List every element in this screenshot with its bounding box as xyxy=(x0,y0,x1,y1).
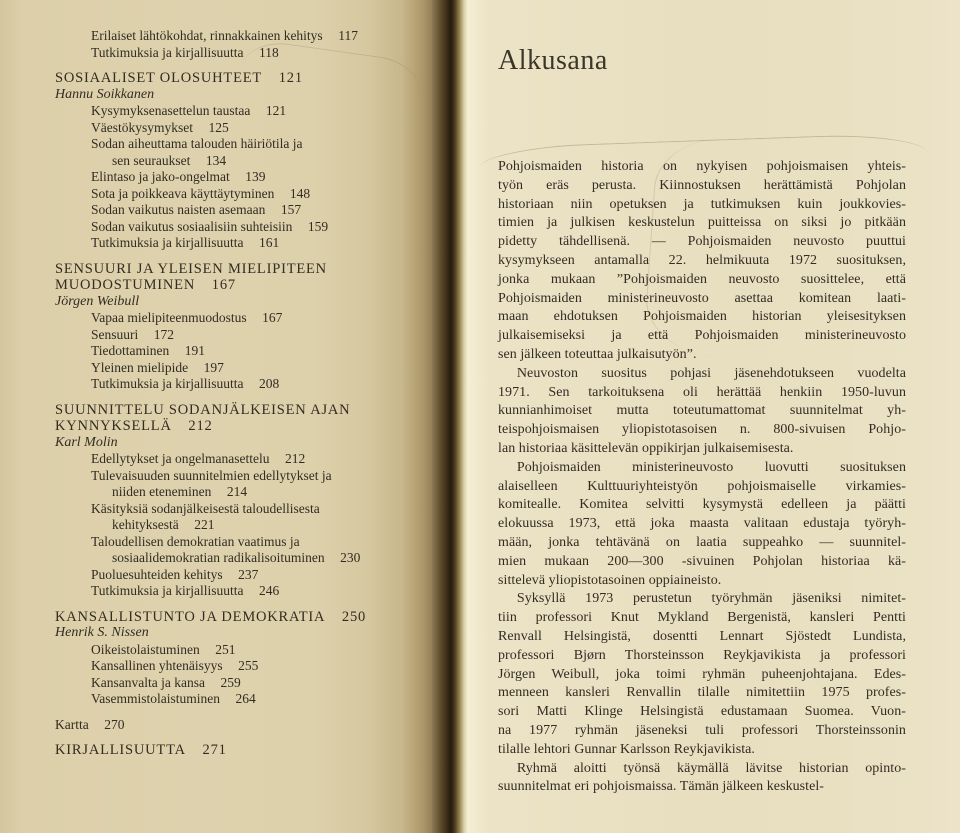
toc-entry xyxy=(55,609,432,626)
paragraph xyxy=(498,158,906,365)
toc-entry-text: Vapaa mielipiteenmuodostus xyxy=(91,310,247,325)
toc-entry xyxy=(91,202,432,219)
toc-entry-text: Kansallinen yhtenäisyys xyxy=(91,658,223,673)
toc-entry xyxy=(55,277,432,294)
toc-entry xyxy=(91,120,432,137)
toc-entry-text: Sensuuri xyxy=(91,326,139,342)
text-line: työn eräs perusta. Kiinnostuksen herättämistä Pohjolan xyxy=(498,177,906,193)
toc-list xyxy=(55,28,432,759)
toc-entry xyxy=(55,742,432,759)
toc-entry xyxy=(91,169,432,186)
toc-entry-text: SOSIAALISET OLOSUHTEET xyxy=(55,70,263,86)
toc-entry xyxy=(91,675,432,692)
toc-entry-text: Taloudellisen demokratian vaatimus ja xyxy=(91,533,300,549)
text-line: Pohjoismaiden ministerineuvosto luovutti suosituksen xyxy=(516,459,906,475)
text-line: mien mukaan 200—300 -sivuinen Pohjolan historiaa kä- xyxy=(498,553,906,569)
toc-entry xyxy=(91,45,432,62)
toc-entry-page-number: 121 xyxy=(278,70,303,86)
toc-entry-page-number: 255 xyxy=(238,658,259,673)
toc-entry xyxy=(112,550,432,567)
paragraph xyxy=(498,590,906,759)
toc-entry-text: Tutkimuksia ja kirjallisuutta xyxy=(91,235,244,250)
toc-entry-text: KYNNYKSELLÄ xyxy=(55,418,172,434)
paragraph xyxy=(498,459,906,591)
text-line: alaiselleen Kulttuuriyhteistyön pohjoismaiselle virkamies- xyxy=(498,478,906,494)
text-line: Pohjoismaiden ministerineuvosto asettaa komitean laati- xyxy=(498,290,906,306)
toc-entry xyxy=(91,360,432,377)
toc-entry-page-number: 259 xyxy=(220,674,241,690)
toc-entry xyxy=(91,567,432,584)
toc-entry-page-number: 118 xyxy=(259,44,279,60)
text-line: mään, jonka tehtävänä on laatia suppeahko — suunnitel- xyxy=(498,534,906,550)
text-line: Syksyllä 1973 perustetun työryhmän jäseniksi nimitet- xyxy=(516,591,906,607)
toc-entry xyxy=(91,186,432,203)
text-line: jonka mukaan ”Pohjoismaiden neuvosto suosittelee, että xyxy=(498,271,906,287)
text-line: lan historiaa käsittelevän oppikirjan julkaisemisesta. xyxy=(498,440,794,456)
text-line: sittelevä yliopistotasoinen oppiaineisto. xyxy=(498,572,722,588)
text-line: 1971. Sen tarkoituksena oli herättää henkiin 1950-luvun xyxy=(498,384,906,400)
toc-entry xyxy=(55,418,432,435)
toc-entry-page-number: 208 xyxy=(259,376,280,391)
toc-entry-page-number: 125 xyxy=(208,119,229,135)
toc-entry-text: Erilaiset lähtökohdat, rinnakkainen kehitys xyxy=(91,28,323,43)
toc-entry xyxy=(91,327,432,344)
toc-entry xyxy=(55,294,432,311)
toc-entry-page-number: 270 xyxy=(104,716,125,732)
text-line: Ryhmä aloitti työnsä käymällä lävitse historian opinto- xyxy=(516,760,906,776)
text-line: menneen kansleri Renvallin tilalle nimitettiin 1975 profes- xyxy=(498,685,906,701)
text-line: Jörgen Weibull, joka toimi ryhmän puheenjohtajana. Edes- xyxy=(498,666,906,682)
toc-entry-text: kehityksestä xyxy=(112,517,179,532)
foreword-body xyxy=(498,158,906,797)
toc-entry-page-number: 191 xyxy=(184,343,206,358)
toc-entry-page-number: 167 xyxy=(262,310,283,325)
toc-entry xyxy=(91,136,432,153)
toc-entry-page-number: 172 xyxy=(153,326,175,342)
toc-entry xyxy=(91,658,432,675)
text-line: elokuussa 1973, että joka maasta valitaan edustaja työryh- xyxy=(498,516,906,532)
text-line: Neuvoston suositus pohjasi jäsenehdotukseen vuodelta xyxy=(516,365,906,381)
toc-entry-text: Tulevaisuuden suunnitelmien edellytykset ja xyxy=(91,467,332,483)
toc-entry-page-number: 212 xyxy=(284,451,306,466)
toc-entry xyxy=(91,343,432,360)
paragraph xyxy=(498,760,906,798)
toc-entry-page-number: 221 xyxy=(194,517,215,532)
toc-entry-text: SUUNNITTELU SODANJÄLKEISEN AJAN xyxy=(55,401,351,418)
toc-entry xyxy=(91,28,432,45)
text-line: Pohjoismaiden historia on nykyisen pohjoismaisen yhteis- xyxy=(498,159,906,174)
toc-entry-page-number: 230 xyxy=(340,550,361,565)
text-line: komitealle. Komitea selvitti kysymystä edelleen ja päätti xyxy=(498,497,906,513)
text-line: professori Bjørn Thorsteinsson Reykjavikista ja professori xyxy=(498,647,906,663)
toc-entry xyxy=(112,517,432,534)
text-line: timien ja julkisen keskustelun puitteissa on siksi jo pitkään xyxy=(498,215,906,231)
toc-entry-page-number: 214 xyxy=(226,484,248,499)
text-line: teispohjoismaisen yliopistotasoisen n. 800-sivuisen Pohjo- xyxy=(498,422,906,438)
toc-entry-page-number: 139 xyxy=(245,169,266,184)
toc-entry xyxy=(91,501,432,518)
toc-entry-text: Käsityksiä sodanjälkeisestä taloudellisesta xyxy=(91,500,320,516)
toc-entry-page-number: 250 xyxy=(341,608,367,625)
paragraph xyxy=(498,365,906,459)
toc-entry-page-number: 161 xyxy=(259,235,280,250)
toc-entry-text: KIRJALLISUUTTA xyxy=(55,742,186,758)
toc-page xyxy=(0,0,432,833)
toc-entry xyxy=(91,451,432,468)
toc-entry-page-number: 159 xyxy=(307,218,329,234)
text-line: tiin professori Knut Mykland Bergenistä, kansleri Pentti xyxy=(498,610,906,626)
toc-entry-page-number: 134 xyxy=(205,152,227,168)
toc-entry-text: niiden eteneminen xyxy=(112,484,212,499)
toc-entry xyxy=(91,219,432,236)
toc-entry-text: Kartta xyxy=(55,716,89,732)
toc-entry xyxy=(112,484,432,501)
toc-entry-page-number: 237 xyxy=(238,566,259,582)
toc-entry-page-number: 251 xyxy=(215,641,236,657)
text-line: suunnitelmat eri pohjoismaissa. Tämän jälkeen keskustel- xyxy=(498,779,825,795)
foreword-page xyxy=(470,0,960,833)
toc-entry xyxy=(91,235,432,252)
toc-entry-text: Sota ja poikkeava käyttäytyminen xyxy=(91,185,275,201)
toc-entry-page-number: 117 xyxy=(338,28,358,43)
toc-entry-text: Tiedottaminen xyxy=(91,343,170,358)
toc-entry-text: Vasemmistolaistuminen xyxy=(91,691,220,706)
text-line: na 1977 ryhmän jäseneksi tuli professori Thorsteinssonin xyxy=(498,722,906,738)
toc-entry-text: SENSUURI JA YLEISEN MIELIPITEEN xyxy=(55,260,327,277)
toc-entry-text: Yleinen mielipide xyxy=(91,359,189,375)
toc-entry-text: sosiaalidemokratian radikalisoituminen xyxy=(112,550,325,565)
text-line: historiaan niin opetuksen ja tutkimuksen kuin joukkovies- xyxy=(498,196,906,212)
toc-entry xyxy=(112,153,432,170)
toc-entry-text: Tutkimuksia ja kirjallisuutta xyxy=(91,583,244,598)
toc-entry xyxy=(91,103,432,120)
toc-entry xyxy=(91,376,432,393)
book-spine-gutter xyxy=(432,0,470,833)
toc-entry xyxy=(55,435,432,452)
text-line: kunnianhimoiset mutta toteutumattomat suunnitelmat yh- xyxy=(498,403,906,419)
toc-entry-page-number: 157 xyxy=(280,202,302,217)
toc-entry-text: Jörgen Weibull xyxy=(55,293,140,309)
toc-entry xyxy=(91,534,432,551)
toc-entry xyxy=(91,310,432,327)
toc-entry-page-number: 246 xyxy=(259,583,280,598)
toc-entry-text: Kysymyksenasettelun taustaa xyxy=(91,103,251,118)
text-line: sen jälkeen toteuttaa julkaisutyön”. xyxy=(498,346,697,362)
toc-entry-text: MUODOSTUMINEN xyxy=(55,277,196,293)
toc-entry-text: Kansanvalta ja kansa xyxy=(91,674,205,690)
toc-entry-page-number: 271 xyxy=(202,742,227,758)
toc-entry-page-number: 264 xyxy=(235,691,256,706)
toc-entry xyxy=(55,402,432,419)
toc-entry-text: Sodan vaikutus naisten asemaan xyxy=(91,202,266,217)
toc-entry-page-number: 197 xyxy=(203,359,224,375)
toc-entry-text: Puoluesuhteiden kehitys xyxy=(91,566,223,582)
toc-entry-text: Henrik S. Nissen xyxy=(55,625,149,640)
toc-entry xyxy=(91,468,432,485)
toc-entry-text: Elintaso ja jako-ongelmat xyxy=(91,169,230,184)
text-line: tilalle lehtori Gunnar Karlsson Reykjavikista. xyxy=(498,741,755,757)
toc-entry xyxy=(55,261,432,278)
toc-entry-text: sen seuraukset xyxy=(112,152,191,168)
toc-entry-text: Väestökysymykset xyxy=(91,119,193,135)
text-line: maan ehdotuksen Pohjoismaiden historian yleisesityksen xyxy=(498,309,906,325)
toc-entry-page-number: 167 xyxy=(211,277,236,293)
toc-entry-page-number: 148 xyxy=(289,185,311,201)
toc-entry xyxy=(91,583,432,600)
toc-entry xyxy=(55,625,432,642)
toc-entry xyxy=(55,70,432,87)
toc-entry-text: Edellytykset ja ongelmanasettelu xyxy=(91,451,270,466)
toc-entry xyxy=(55,717,432,734)
chapter-title: Alkusana xyxy=(498,45,608,76)
toc-entry-text: Karl Molin xyxy=(55,434,118,450)
text-line: julkaisemiseksi ja että Pohjoismaiden ministerineuvosto xyxy=(498,328,906,344)
text-line: pidetty tähdellisenä. — Pohjoismaiden neuvosto puuttui xyxy=(498,234,906,250)
toc-entry-text: Sodan aiheuttama talouden häiriötila ja xyxy=(91,136,303,151)
toc-entry xyxy=(55,87,432,104)
toc-entry-page-number: 121 xyxy=(265,103,287,118)
toc-entry-text: Tutkimuksia ja kirjallisuutta xyxy=(91,376,244,391)
toc-entry-text: Oikeistolaistuminen xyxy=(91,641,200,657)
text-line: Renvall Helsingistä, dosentti Lennart Sjöstedt Lundista, xyxy=(498,628,906,644)
text-line: sori Matti Klinge Helsingistä edustamaan Suomea. Vuon- xyxy=(498,704,906,720)
text-line: kysymykseen antamalla 22. helmikuuta 1972 suosituksen, xyxy=(498,252,906,268)
toc-entry xyxy=(91,691,432,708)
toc-entry-text: KANSALLISTUNTO JA DEMOKRATIA xyxy=(55,608,326,625)
toc-entry-text: Tutkimuksia ja kirjallisuutta xyxy=(91,44,244,60)
toc-entry-text: Sodan vaikutus sosiaalisiin suhteisiin xyxy=(91,218,293,234)
toc-entry xyxy=(91,642,432,659)
toc-entry-page-number: 212 xyxy=(188,418,213,434)
toc-entry-text: Hannu Soikkanen xyxy=(55,86,155,102)
